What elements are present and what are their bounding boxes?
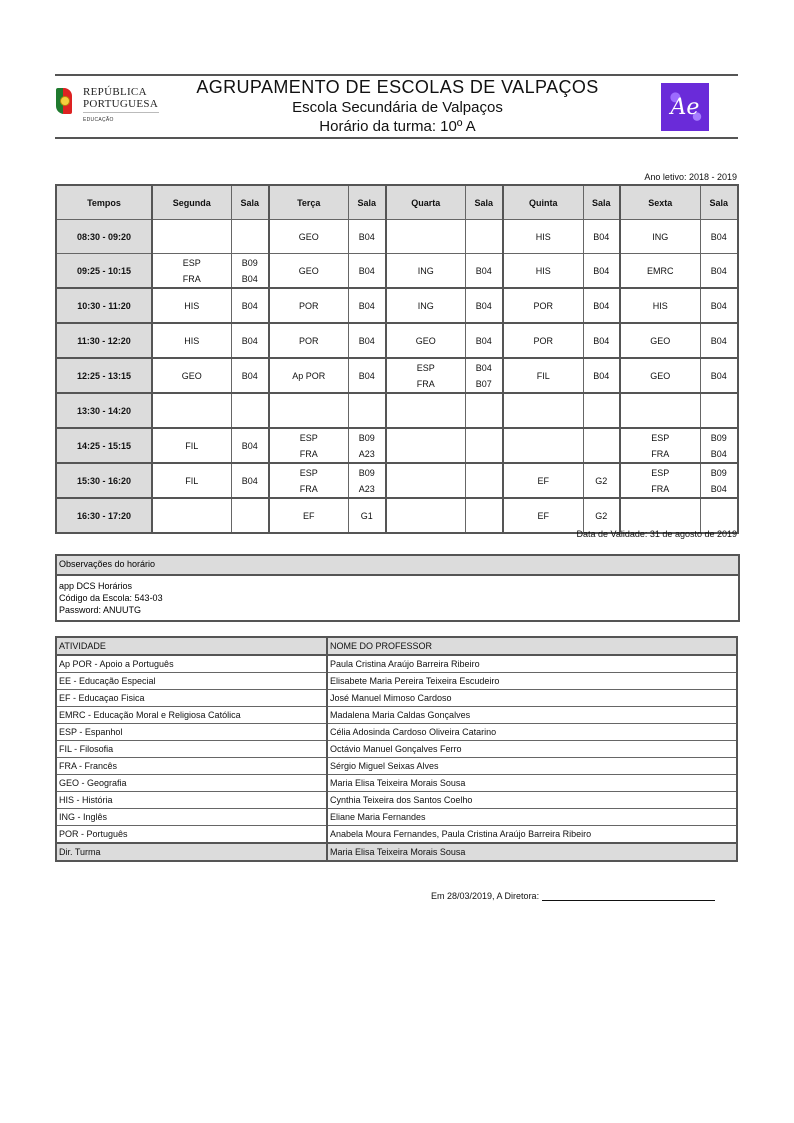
subject: ING [417, 265, 434, 276]
room: B04 [241, 475, 258, 486]
subject-cell [269, 428, 348, 463]
room: B04 [710, 448, 727, 459]
professor-name: Cynthia Teixeira dos Santos Coelho [327, 792, 737, 809]
room-cell [465, 463, 503, 498]
professor-row [56, 690, 737, 707]
atividade: Ap POR - Apoio a Português [56, 655, 327, 673]
subject: GEO [650, 335, 671, 346]
schedule-header-row [56, 185, 738, 220]
professor-row [56, 775, 737, 792]
time-slot: 12:25 - 13:15 [56, 358, 152, 393]
subject: EMRC [647, 265, 674, 276]
room-cell [700, 323, 738, 358]
professor-name: Paula Cristina Araújo Barreira Ribeiro [327, 655, 737, 673]
subject: GEO [415, 335, 436, 346]
header-sala: Sala [700, 185, 738, 220]
logo-divider [83, 112, 159, 113]
room: B04 [358, 335, 375, 346]
room-cell [700, 428, 738, 463]
observacoes-body [57, 576, 738, 620]
room: G1 [360, 510, 373, 521]
schedule-row [56, 358, 738, 393]
subject: FRA [416, 378, 435, 389]
subject-cell [152, 428, 231, 463]
room: B04 [710, 335, 727, 346]
subject: ING [417, 300, 434, 311]
subject-cell [503, 220, 583, 254]
room-cell [583, 393, 620, 428]
room-cell [348, 428, 386, 463]
subject: HIS [184, 335, 200, 346]
room-cell [348, 323, 386, 358]
room-cell [465, 393, 503, 428]
room-cell [465, 498, 503, 533]
header-sala: Sala [348, 185, 386, 220]
header-segunda: Segunda [152, 185, 231, 220]
room-cell [700, 288, 738, 323]
room-cell [348, 220, 386, 254]
subject-cell [620, 428, 700, 463]
room: B04 [358, 265, 375, 276]
schedule-row [56, 393, 738, 428]
subject: EF [537, 510, 549, 521]
room-cell [700, 358, 738, 393]
data-validade: Data de Validade: 31 de agosto de 2019 [576, 529, 737, 539]
professor-name: Maria Elisa Teixeira Morais Sousa [327, 775, 737, 792]
subject-cell [503, 254, 583, 289]
subject-cell [386, 498, 465, 533]
room: B04 [710, 265, 727, 276]
atividade: POR - Português [56, 826, 327, 844]
header-professor: NOME DO PROFESSOR [327, 637, 737, 655]
subject-cell [152, 393, 231, 428]
atividade: ING - Inglês [56, 809, 327, 826]
subject-cell [152, 288, 231, 323]
subject-cell [386, 358, 465, 393]
signature-line [542, 900, 715, 901]
subject-cell [386, 288, 465, 323]
professor-name: Octávio Manuel Gonçalves Ferro [327, 741, 737, 758]
subject: POR [533, 300, 553, 311]
subject: Ap POR [292, 370, 326, 381]
room-cell [583, 428, 620, 463]
subject-cell [269, 358, 348, 393]
room-cell [465, 220, 503, 254]
time-slot: 09:25 - 10:15 [56, 254, 152, 289]
atividade: EF - Educaçao Fisica [56, 690, 327, 707]
header-tempos: Tempos [56, 185, 152, 220]
room: B04 [475, 265, 492, 276]
professor-name: Eliane Maria Fernandes [327, 809, 737, 826]
subject-cell [269, 498, 348, 533]
time-slot: 08:30 - 09:20 [56, 220, 152, 254]
room-cell [583, 323, 620, 358]
professores-table [55, 636, 738, 862]
subject-cell [152, 358, 231, 393]
subject: FIL [536, 370, 550, 381]
signature-label: Em 28/03/2019, A Diretora: [431, 891, 540, 901]
logo-line-2: PORTUGUESA [83, 98, 159, 110]
subject-cell [620, 220, 700, 254]
atividade: EE - Educação Especial [56, 673, 327, 690]
time-slot: 10:30 - 11:20 [56, 288, 152, 323]
room: B04 [241, 370, 258, 381]
professor-name: Madalena Maria Caldas Gonçalves [327, 707, 737, 724]
professores-header-row [56, 637, 737, 655]
subject-cell [269, 463, 348, 498]
school-logo-text: Ae [670, 94, 700, 120]
subject-cell [386, 463, 465, 498]
subject-cell [152, 323, 231, 358]
observacao-line: app DCS Horários [59, 581, 133, 591]
school-name: Escola Secundária de Valpaços [292, 99, 503, 116]
room-cell [465, 358, 503, 393]
room-cell [700, 498, 738, 533]
subject: FRA [651, 483, 670, 494]
subject: ESP [182, 257, 201, 268]
room: B04 [241, 335, 258, 346]
schedule-row [56, 220, 738, 254]
room: B04 [475, 300, 492, 311]
room-cell [231, 498, 269, 533]
room: A23 [358, 483, 375, 494]
room-cell [231, 463, 269, 498]
dir-turma-name: Maria Elisa Teixeira Morais Sousa [327, 843, 737, 861]
atividade: GEO - Geografia [56, 775, 327, 792]
professor-name: Elisabete Maria Pereira Teixeira Escudeiro [327, 673, 737, 690]
subject-cell [620, 323, 700, 358]
atividade: ESP - Espanhol [56, 724, 327, 741]
header-sala: Sala [583, 185, 620, 220]
class-label: Horário da turma: 10º A [319, 118, 476, 135]
schedule-row [56, 323, 738, 358]
room-cell [231, 393, 269, 428]
time-slot: 13:30 - 14:20 [56, 393, 152, 428]
subject-cell [503, 288, 583, 323]
room-cell [348, 288, 386, 323]
room: B07 [475, 378, 492, 389]
room-cell [465, 428, 503, 463]
room: B09 [358, 467, 375, 478]
room: B04 [241, 440, 258, 451]
professor-row [56, 758, 737, 775]
time-slot: 15:30 - 16:20 [56, 463, 152, 498]
observacao-line: Password: ANUUTG [59, 605, 142, 615]
subject-cell [503, 393, 583, 428]
subject-cell [269, 323, 348, 358]
page-title: AGRUPAMENTO DE ESCOLAS DE VALPAÇOS [196, 77, 599, 97]
atividade: HIS - História [56, 792, 327, 809]
professor-row [56, 673, 737, 690]
professor-row [56, 741, 737, 758]
flag-icon [56, 88, 72, 114]
room: B09 [358, 432, 375, 443]
room-cell [583, 498, 620, 533]
subject-cell [620, 498, 700, 533]
schedule-row [56, 428, 738, 463]
subject: ESP [299, 467, 318, 478]
room: B04 [241, 273, 258, 284]
observacoes-box [55, 554, 740, 622]
header-terca: Terça [269, 185, 348, 220]
room: B04 [358, 231, 375, 242]
room-cell [348, 498, 386, 533]
subject-cell [620, 288, 700, 323]
room-cell [700, 393, 738, 428]
room-cell [231, 323, 269, 358]
professor-row [56, 826, 737, 844]
header-sala: Sala [465, 185, 503, 220]
atividade: EMRC - Educação Moral e Religiosa Católica [56, 707, 327, 724]
subject: HIS [184, 300, 200, 311]
subject: GEO [298, 231, 319, 242]
subject-cell [269, 288, 348, 323]
schedule-row [56, 463, 738, 498]
subject: POR [533, 335, 553, 346]
subject-cell [386, 323, 465, 358]
room: B04 [593, 300, 610, 311]
subject: GEO [650, 370, 671, 381]
subject: FIL [185, 475, 199, 486]
dir-turma-label: Dir. Turma [56, 843, 327, 861]
room: B04 [710, 300, 727, 311]
subject-cell [152, 498, 231, 533]
subject: EF [537, 475, 549, 486]
subject: ESP [651, 432, 670, 443]
room: B04 [710, 483, 727, 494]
professor-name: José Manuel Mimoso Cardoso [327, 690, 737, 707]
subject: POR [298, 300, 319, 311]
room-cell [583, 463, 620, 498]
subject-cell [620, 463, 700, 498]
subject: FRA [182, 273, 201, 284]
room: B04 [475, 335, 492, 346]
room: B04 [593, 231, 610, 242]
subject: GEO [298, 265, 319, 276]
subject: FRA [299, 483, 318, 494]
room-cell [700, 254, 738, 289]
subject-cell [269, 220, 348, 254]
room: B04 [358, 300, 375, 311]
time-slot: 11:30 - 12:20 [56, 323, 152, 358]
room-cell [231, 358, 269, 393]
room: B04 [593, 335, 610, 346]
subject: FRA [651, 448, 670, 459]
room: B09 [241, 257, 258, 268]
subject: ESP [651, 467, 670, 478]
room: B09 [710, 432, 727, 443]
subject: FRA [299, 448, 318, 459]
subject-cell [503, 323, 583, 358]
room-cell [348, 358, 386, 393]
subject-cell [152, 220, 231, 254]
schedule-table [55, 184, 739, 534]
room: B04 [593, 265, 610, 276]
professor-name: Célia Adosinda Cardoso Oliveira Catarino [327, 724, 737, 741]
room: B04 [710, 231, 727, 242]
school-logo-icon [661, 83, 709, 131]
room-cell [583, 358, 620, 393]
subject-cell [269, 254, 348, 289]
time-slot: 16:30 - 17:20 [56, 498, 152, 533]
room: A23 [358, 448, 375, 459]
subject-cell [503, 498, 583, 533]
ano-letivo: Ano letivo: 2018 - 2019 [644, 172, 737, 182]
schedule-row [56, 254, 738, 289]
professor-row [56, 655, 737, 673]
room-cell [583, 220, 620, 254]
atividade: FIL - Filosofia [56, 741, 327, 758]
subject: EF [302, 510, 315, 521]
header-sala: Sala [231, 185, 269, 220]
room: B04 [710, 370, 727, 381]
subject: HIS [535, 231, 551, 242]
header-quarta: Quarta [386, 185, 465, 220]
professor-row [56, 792, 737, 809]
room-cell [348, 254, 386, 289]
subject-cell [503, 358, 583, 393]
room-cell [348, 393, 386, 428]
observacoes-title: Observações do horário [57, 556, 738, 576]
subject-cell [386, 254, 465, 289]
room: B04 [241, 300, 258, 311]
time-slot: 14:25 - 15:15 [56, 428, 152, 463]
room-cell [465, 254, 503, 289]
header-atividade: ATIVIDADE [56, 637, 327, 655]
room-cell [348, 463, 386, 498]
subject: GEO [181, 370, 202, 381]
subject-cell [386, 393, 465, 428]
schedule-row [56, 498, 738, 533]
subject-cell [152, 463, 231, 498]
room-cell [231, 428, 269, 463]
room: B04 [593, 370, 610, 381]
room-cell [231, 254, 269, 289]
subject-cell [386, 428, 465, 463]
room-cell [700, 220, 738, 254]
subject: FIL [185, 440, 199, 451]
observacao-line: Código da Escola: 543-03 [59, 593, 163, 603]
subject-cell [503, 428, 583, 463]
subject: HIS [535, 265, 551, 276]
room-cell [231, 288, 269, 323]
room-cell [465, 323, 503, 358]
professor-row [56, 809, 737, 826]
subject-cell [269, 393, 348, 428]
room-cell [700, 463, 738, 498]
subject-cell [386, 220, 465, 254]
header-quinta: Quinta [503, 185, 583, 220]
room: B04 [358, 370, 375, 381]
room-cell [465, 288, 503, 323]
schedule-row [56, 288, 738, 323]
subject: ESP [416, 362, 435, 373]
republica-portuguesa-logo [56, 84, 166, 128]
professor-name: Anabela Moura Fernandes, Paula Cristina Araújo Barreira Ribeiro [327, 826, 737, 844]
subject: HIS [652, 300, 668, 311]
title-block [170, 76, 625, 136]
logo-sub: EDUCAÇÃO [83, 117, 114, 123]
subject-cell [620, 254, 700, 289]
bottom-rule [55, 137, 738, 139]
subject-cell [503, 463, 583, 498]
room: G2 [595, 475, 608, 486]
logo-line-1: REPÚBLICA [83, 86, 147, 98]
room-cell [583, 288, 620, 323]
header-sexta: Sexta [620, 185, 700, 220]
subject-cell [620, 358, 700, 393]
atividade: FRA - Francês [56, 758, 327, 775]
signature-block [431, 891, 715, 901]
room: G2 [595, 510, 608, 521]
subject: ING [652, 231, 669, 242]
professor-row [56, 724, 737, 741]
dir-turma-row [56, 843, 737, 861]
subject: ESP [299, 432, 318, 443]
subject-cell [620, 393, 700, 428]
professor-row [56, 707, 737, 724]
room: B04 [475, 362, 492, 373]
room-cell [583, 254, 620, 289]
professor-name: Sérgio Miguel Seixas Alves [327, 758, 737, 775]
subject-cell [152, 254, 231, 289]
room-cell [231, 220, 269, 254]
room: B09 [710, 467, 727, 478]
subject: POR [298, 335, 319, 346]
